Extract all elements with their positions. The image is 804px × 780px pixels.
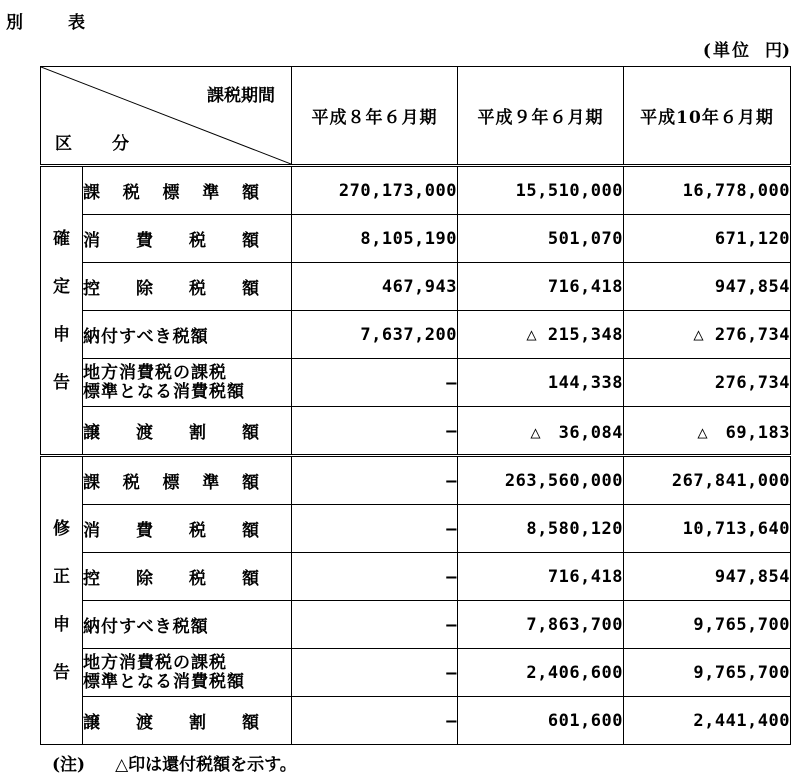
group-char: 告: [53, 372, 70, 393]
table-row: [41, 697, 791, 745]
value-cell: —: [292, 359, 458, 407]
value-cell: 144,338: [458, 359, 624, 407]
table-row: [41, 649, 791, 697]
value-cell: 8,580,120: [458, 505, 624, 553]
value-cell: 671,120: [624, 215, 791, 263]
value-cell: 7,863,700: [458, 601, 624, 649]
row-label: 地方消費税の課税 標準となる消費税額: [83, 359, 292, 407]
group-label-shusei: [41, 456, 83, 745]
diagonal-header-cell: [41, 67, 292, 166]
tax-table: [40, 66, 791, 745]
kubun-char-2: 分: [112, 134, 129, 154]
footnote-label: (注): [52, 755, 86, 775]
group-char: 申: [53, 614, 70, 635]
value-cell: 270,173,000: [292, 166, 458, 215]
value-cell: 9,765,700: [624, 649, 791, 697]
value-cell: 267,841,000: [624, 456, 791, 505]
value-cell: —: [292, 697, 458, 745]
footnote-text: △印は還付税額を示す。: [115, 755, 297, 775]
group-label-kakutei: [41, 166, 83, 456]
group-char: 正: [53, 566, 70, 587]
kazei-kikan-label: 課税期間: [207, 86, 275, 106]
table-row: [41, 215, 791, 263]
value-cell: 9,765,700: [624, 601, 791, 649]
value-cell: —: [292, 407, 458, 456]
value-cell: —: [292, 505, 458, 553]
row-label: 地方消費税の課税 標準となる消費税額: [83, 649, 292, 697]
table-row: [41, 456, 791, 505]
unit-value: 円): [764, 41, 790, 61]
page-title: 別 表: [6, 13, 99, 33]
table-row: [41, 263, 791, 311]
value-cell: △ 276,734: [624, 311, 791, 359]
value-cell: —: [292, 553, 458, 601]
value-cell: 10,713,640: [624, 505, 791, 553]
value-cell: 16,778,000: [624, 166, 791, 215]
value-cell: 7,637,200: [292, 311, 458, 359]
value-cell: —: [292, 601, 458, 649]
row-label: 納付すべき税額: [83, 601, 292, 649]
value-cell: △ 36,084: [458, 407, 624, 456]
table-row: [41, 601, 791, 649]
table-row: [41, 505, 791, 553]
value-cell: 716,418: [458, 263, 624, 311]
value-cell: △ 215,348: [458, 311, 624, 359]
group-char: 修: [53, 518, 70, 539]
group-char: 申: [53, 324, 70, 345]
table-row: [41, 311, 791, 359]
value-cell: 8,105,190: [292, 215, 458, 263]
group-char: 定: [53, 276, 70, 297]
table-row: [41, 166, 791, 215]
value-cell: —: [292, 649, 458, 697]
period-header: 平成10年６月期: [624, 67, 791, 166]
value-cell: 601,600: [458, 697, 624, 745]
unit-label: [703, 36, 790, 61]
value-cell: 276,734: [624, 359, 791, 407]
row-label: 納付すべき税額: [83, 311, 292, 359]
group-char: 告: [53, 662, 70, 683]
value-cell: 2,441,400: [624, 697, 791, 745]
value-cell: 501,070: [458, 215, 624, 263]
value-cell: 263,560,000: [458, 456, 624, 505]
value-cell: △ 69,183: [624, 407, 791, 456]
table-row: [41, 553, 791, 601]
period-header: 平成９年６月期: [458, 67, 624, 166]
value-cell: 947,854: [624, 263, 791, 311]
value-cell: 2,406,600: [458, 649, 624, 697]
row-label: 控 除 税 額: [83, 263, 292, 311]
row-label: 消 費 税 額: [83, 215, 292, 263]
row-label: 課 税 標 準 額: [83, 166, 292, 215]
unit-prefix: (単位: [702, 41, 751, 61]
row-label: 譲 渡 割 額: [83, 697, 292, 745]
kubun-char-1: 区: [55, 134, 72, 154]
group-char: 確: [53, 228, 70, 249]
table-row: [41, 407, 791, 456]
row-label: 消 費 税 額: [83, 505, 292, 553]
value-cell: 467,943: [292, 263, 458, 311]
value-cell: 15,510,000: [458, 166, 624, 215]
table-row: [41, 359, 791, 407]
footnote: [52, 750, 297, 775]
value-cell: 947,854: [624, 553, 791, 601]
header-row: [41, 67, 791, 166]
value-cell: —: [292, 456, 458, 505]
period-header: 平成８年６月期: [292, 67, 458, 166]
kubun-label: [55, 129, 129, 154]
row-label: 課 税 標 準 額: [83, 456, 292, 505]
row-label: 譲 渡 割 額: [83, 407, 292, 456]
row-label: 控 除 税 額: [83, 553, 292, 601]
value-cell: 716,418: [458, 553, 624, 601]
